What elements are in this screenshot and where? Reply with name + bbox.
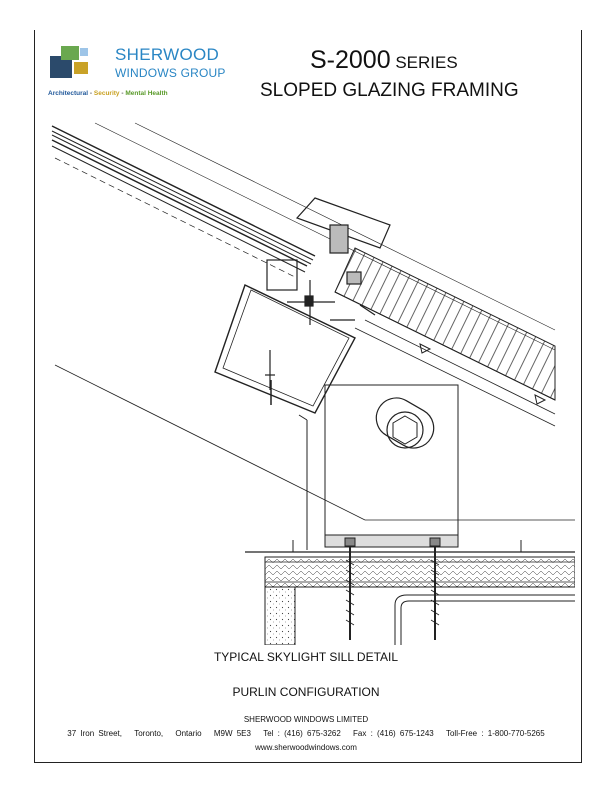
drawing-caption: TYPICAL SKYLIGHT SILL DETAIL [213, 650, 399, 664]
logo-block-lightblue [80, 48, 88, 56]
logo-block-gold [74, 62, 88, 74]
configuration-caption: PURLIN CONFIGURATION [232, 685, 380, 699]
insulation-panel [335, 248, 555, 426]
series-title [310, 46, 458, 75]
tagline-security: Security [93, 90, 120, 97]
tagline-sep: - [119, 90, 126, 97]
footer-website-link[interactable]: www.sherwoodwindows.com [255, 743, 357, 752]
company-logo [50, 46, 92, 78]
sill-detail-drawing [35, 120, 575, 645]
purlin-detail [55, 365, 575, 550]
brand-subname: WINDOWS GROUP [115, 66, 226, 80]
tagline-architectural: Architectural [48, 90, 89, 97]
tagline [48, 90, 168, 97]
tagline-sep: - [88, 90, 94, 97]
logo-block-green [61, 46, 79, 60]
footer-postal: M9W 5E3 [213, 729, 251, 738]
footer-address: 37 Iron Street, [67, 729, 122, 738]
footer-tel: Tel : (416) 675-3262 [263, 729, 341, 738]
footer-contact [0, 729, 612, 738]
tagline-mental-health: Mental Health [125, 90, 168, 97]
footer-fax: Fax : (416) 675-1243 [353, 729, 434, 738]
footer-province: Ontario [175, 729, 202, 738]
series-suffix: SERIES [390, 53, 458, 72]
footer-tollfree: Toll-Free : 1-800-770-5265 [445, 729, 545, 738]
brand-name: SHERWOOD [115, 45, 220, 64]
footer-company: SHERWOOD WINDOWS LIMITED [243, 715, 369, 724]
footer-city: Toronto, [134, 729, 164, 738]
series-main: S-2000 [310, 46, 391, 74]
sill-base [245, 535, 575, 645]
document-subtitle: SLOPED GLAZING FRAMING [260, 80, 519, 101]
